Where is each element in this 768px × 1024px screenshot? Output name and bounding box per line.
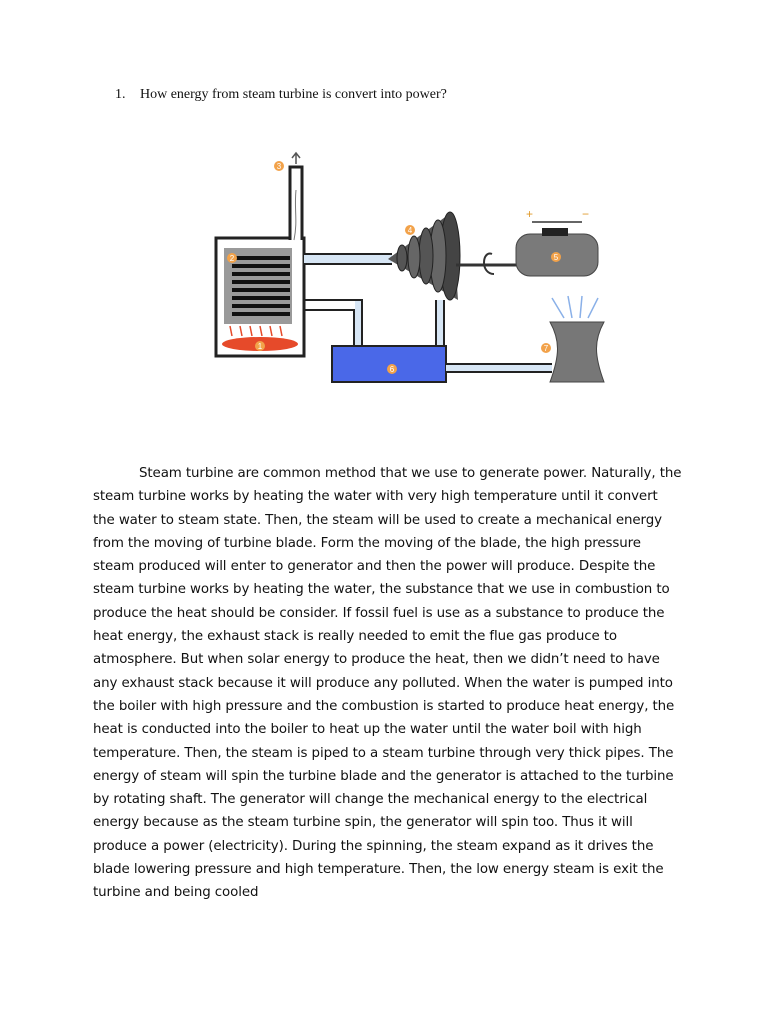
label-4: 4: [407, 226, 413, 235]
label-6: 6: [389, 365, 395, 374]
label-5: 5: [553, 253, 559, 262]
positive-terminal: +: [526, 207, 534, 221]
negative-terminal: −: [582, 207, 590, 221]
generator-cap: [542, 228, 568, 236]
label-7: 7: [543, 344, 549, 353]
cooling-tower: [550, 322, 604, 382]
turbine: [388, 212, 460, 300]
steam-plume-arrows: [552, 296, 598, 318]
question-text: How energy from steam turbine is convert into power?: [140, 87, 447, 102]
question-line: [115, 87, 447, 103]
body-paragraph: Steam turbine are common method that we use to generate power. Naturally, the steam turbine works by heating the water with very high temperature until it convert the water to steam state. Then, the steam will be used to create a mechanical energy from the moving of turbine blade. Form the moving of the blade, the high pressure steam produced will enter to generator and then the power will produce. Despite the steam turbine works by heating the water, the substance that we use in combustion to produce the heat should be consider. If fossil fuel is use as a substance to produce the heat energy, the exhaust stack is really needed to emit the flue gas produce to atmosphere. But when solar energy to produce the heat, then we didn’t need to have any exhaust stack because it will produce any polluted. When the water is pumped into the boiler with high pressure and the combustion is started to produce heat energy, the heat is conducted into the boiler to heat up the water until the water boil with high temperature. Then, the steam is piped to a steam turbine through very thick pipes. The energy of steam will spin the turbine blade and the generator is attached to the turbine by rotating shaft. The generator will change the mechanical energy to the electrical energy because as the steam turbine spin, the generator will spin too. Thus it will produce a power (electricity). During the spinning, the steam expand as it drives the blade lowering pressure and high temperature. Then, the low energy steam is exit the turbine and being cooled: [93, 466, 682, 901]
label-2: 2: [229, 254, 235, 263]
label-1: 1: [257, 342, 263, 351]
exhaust-arrow: [292, 153, 300, 164]
exhaust-chimney: [290, 167, 302, 240]
steam-turbine-diagram: [212, 150, 612, 395]
question-number: 1.: [115, 87, 126, 102]
label-3: 3: [276, 162, 282, 171]
steam-pipe-fill: [304, 255, 392, 263]
cooling-pipe-fill: [446, 365, 552, 371]
condenser-tank: [332, 346, 446, 382]
